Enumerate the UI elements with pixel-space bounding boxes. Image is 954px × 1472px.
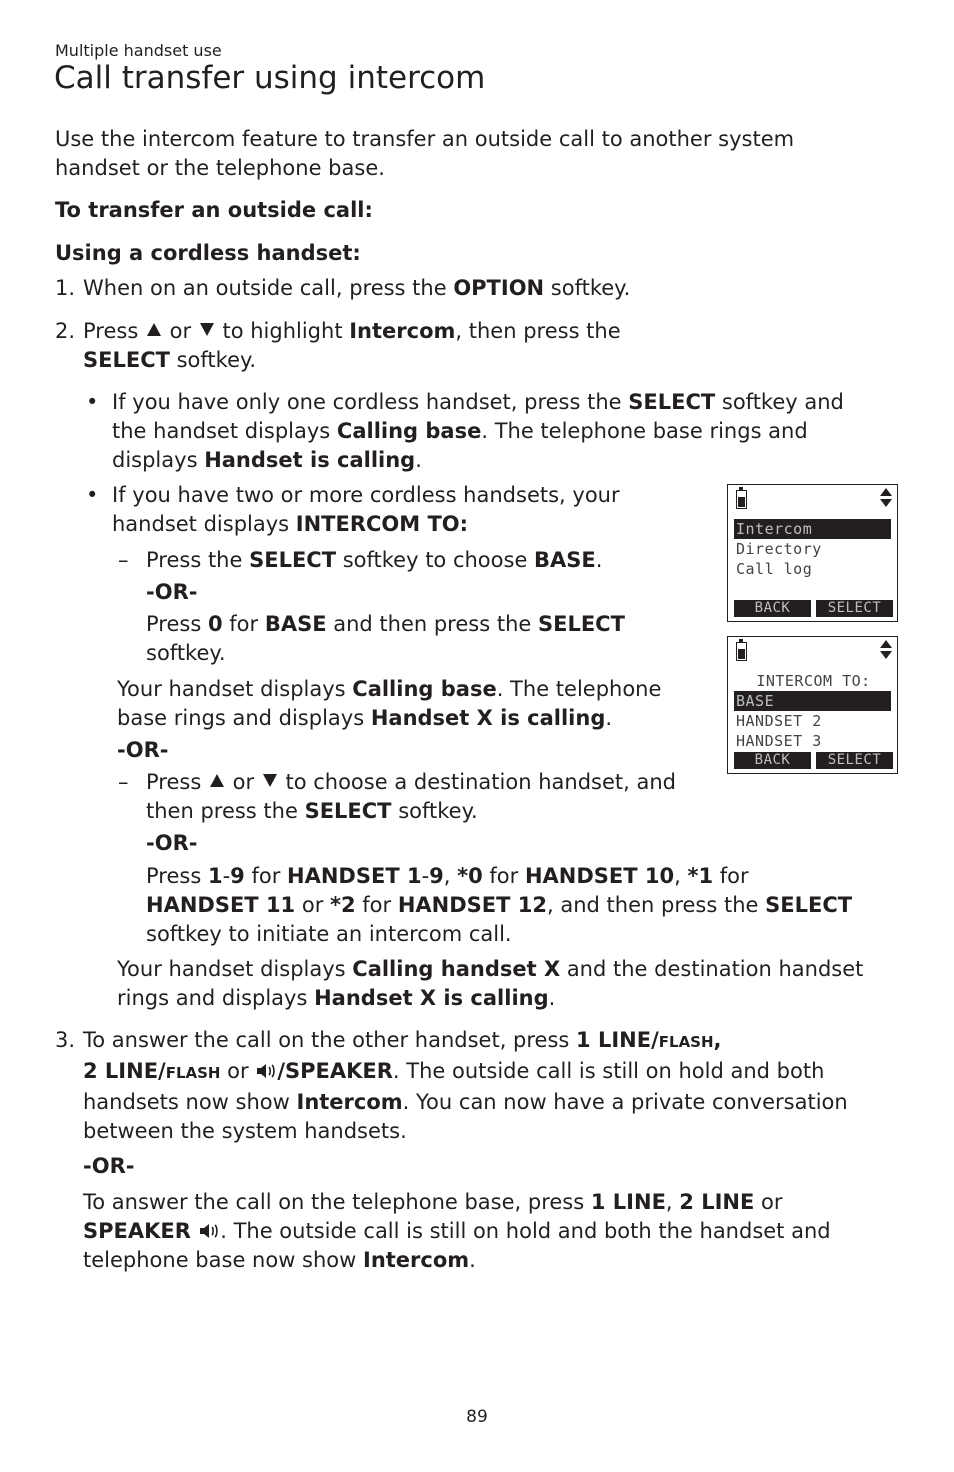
step-3 [0,1026,954,1276]
battery-icon [736,490,747,509]
or-label: -OR- [146,580,198,604]
intro-line: handset or the telephone base. [55,156,385,180]
step-number: 1. [55,276,76,300]
step-1-text: When on an outside call, press the OPTION softkey. [83,276,631,300]
screen-softkey-back: BACK [734,752,811,769]
press-0-instruction: Press 0 for BASE and then press the SELECT softkey. [146,612,625,665]
result-calling-handset: Your handset displays Calling handset X and the destination handset rings and displays Handset X is calling. [117,957,864,1010]
dash-mark: – [118,548,129,572]
screen-softkey-back: BACK [734,600,811,617]
bullet-mark: • [86,483,99,507]
result-calling-base: Your handset displays Calling base. The telephone base rings and displays Handset X is calling. [117,677,662,730]
dash-mark: – [118,770,129,794]
press-number-instruction: Press 1-9 for HANDSET 1-9, *0 for HANDSET 10, *1 for HANDSET 11 or *2 for HANDSET 12, and then press the SELECT softkey to initiate an intercom call. [146,864,853,946]
speaker-icon [198,1222,220,1240]
dash-choose-handset: – Press or to choose a destination handset, and then press the SELECT softkey. [118,770,676,823]
page-number: 89 [466,1407,488,1427]
section-header: Multiple handset use [55,41,222,60]
page-title: Call transfer using intercom [54,60,486,96]
bullet-mark: • [86,390,99,414]
or-label: -OR- [117,738,169,762]
up-arrow-icon [210,774,224,787]
speaker-icon [255,1062,277,1080]
scroll-arrows-icon [880,488,892,507]
step-number: 3. [55,1028,76,1052]
screen-menu-item: Directory [736,540,822,558]
subhead-transfer: To transfer an outside call: [55,198,373,222]
handset-screen-intercom-to [727,636,898,774]
step-number: 2. [55,319,76,343]
bullet-text: If you have only one cordless handset, press the SELECT softkey and the handset displays Calling base. The telephone base rings and displays Handset is calling. [112,390,844,472]
intro-text [55,125,794,183]
down-arrow-icon [200,323,214,336]
screen-softkey-select: SELECT [816,600,893,617]
screen-menu-item: Call log [736,560,813,578]
intro-line: Use the intercom feature to transfer an outside call to another system [55,127,795,151]
or-label: -OR- [146,831,198,855]
screen-menu-item-selected: Intercom [734,519,891,539]
up-arrow-icon [147,323,161,336]
screen-menu-item-selected: BASE [734,691,891,711]
screen-header: INTERCOM TO: [756,672,871,690]
bullet-one-handset [0,388,954,478]
subhead-cordless: Using a cordless handset: [55,241,361,265]
step-2 [0,317,954,377]
battery-icon [736,642,747,661]
option-softkey-label: OPTION [453,276,545,300]
bullet-multi-handset [0,481,700,541]
screen-menu-item: HANDSET 3 [736,732,822,750]
handset-screen-menu [727,484,898,622]
screen-softkey-select: SELECT [816,752,893,769]
scroll-arrows-icon [880,640,892,659]
or-label: -OR- [83,1154,135,1178]
bullet-text: If you have two or more cordless handsets, your handset displays INTERCOM TO: [112,483,620,536]
down-arrow-icon [263,774,277,787]
dash-choose-base: – Press the SELECT softkey to choose BASE. [0,546,700,576]
screen-menu-item: HANDSET 2 [736,712,822,730]
step-2-text: Press or to highlight Intercom, then press the SELECT softkey. [83,319,621,372]
step-3-text: To answer the call on the other handset, press 1 LINE/FLASH, 2 LINE/FLASH or /SPEAKER. The outside call is still on hold and both handsets now show Intercom. You can now have a private conversation between the system handsets. -OR- To answer the call on the telephone base, press 1 LINE, 2 LINE or SPEAKER . The outside call is still on hold and both the handset and telephone base now show Intercom. [83,1028,848,1272]
